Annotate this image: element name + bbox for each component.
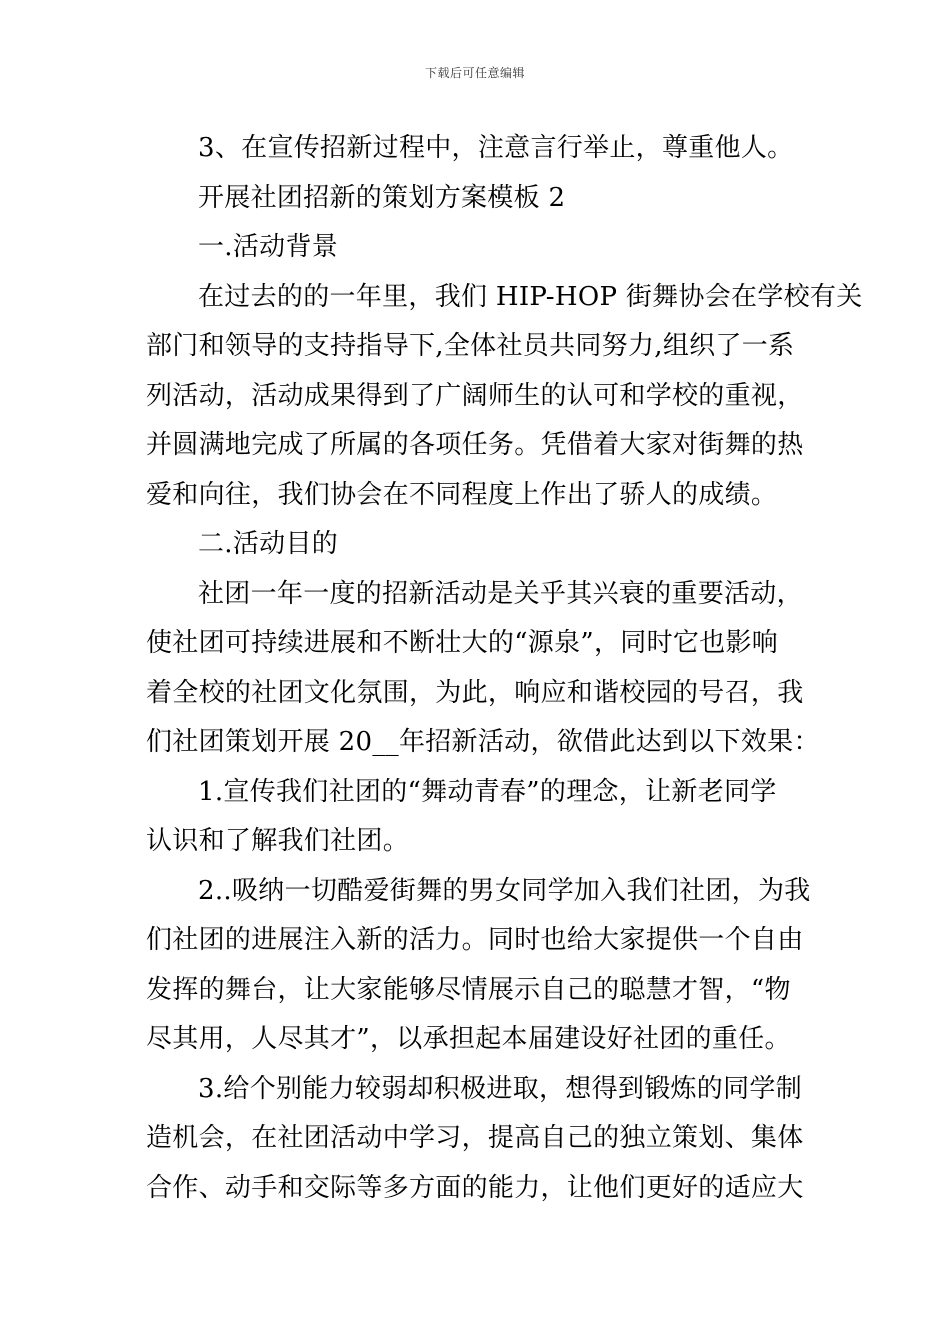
text-line: 社团一年一度的招新活动是关乎其兴衰的重要活动， <box>198 578 803 609</box>
text-line: 造机会，在社团活动中学习，提高自己的独立策划、集体 <box>146 1123 804 1153</box>
text-line: 一.活动背景 <box>198 232 339 262</box>
text-line: 在过去的的一年里，我们 HIP-HOP 街舞协会在学校有关 <box>198 281 863 312</box>
text-line: 3.给个别能力较弱却积极进取，想得到锻炼的同学制 <box>198 1073 803 1104</box>
text-line: 1.宣传我们社团的“舞动青春”的理念，让新老同学 <box>198 776 777 807</box>
page-header: 下载后可任意编辑 <box>424 66 525 80</box>
text-line: 着全校的社团文化氛围，为此，响应和谐校园的号召，我 <box>146 677 804 708</box>
document-body <box>146 124 863 1213</box>
text-line: 们社团策划开展 20__年招新活动，欲借此达到以下效果： <box>146 727 820 757</box>
text-line: 部门和领导的支持指导下,全体社员共同努力,组织了一系 <box>146 331 795 361</box>
text-line: 尽其用，人尽其才”，以承担起本届建设好社团的重任。 <box>146 1024 791 1054</box>
text-line: 开展社团招新的策划方案模板 2 <box>198 182 566 213</box>
text-line: 二.活动目的 <box>198 529 339 559</box>
text-line: 并圆满地完成了所属的各项任务。凭借着大家对街舞的热 <box>146 430 804 460</box>
text-line: 认识和了解我们社团。 <box>146 826 410 856</box>
text-line: 爱和向往，我们协会在不同程度上作出了骄人的成绩。 <box>146 479 778 510</box>
text-line: 2..吸纳一切酷爱街舞的男女同学加入我们社团，为我 <box>198 875 811 906</box>
text-line: 3、在宣传招新过程中，注意言行举止，尊重他人。 <box>198 133 794 163</box>
text-line: 使社团可持续进展和不断壮大的“源泉”，同时它也影响 <box>146 628 779 658</box>
text-line: 发挥的舞台，让大家能够尽情展示自己的聪慧才智，“物 <box>146 974 791 1005</box>
text-line: 列活动，活动成果得到了广阔师生的认可和学校的重视， <box>146 380 804 411</box>
text-line: 们社团的进展注入新的活力。同时也给大家提供一个自由 <box>146 925 804 955</box>
text-line: 合作、动手和交际等多方面的能力，让他们更好的适应大 <box>146 1172 804 1203</box>
